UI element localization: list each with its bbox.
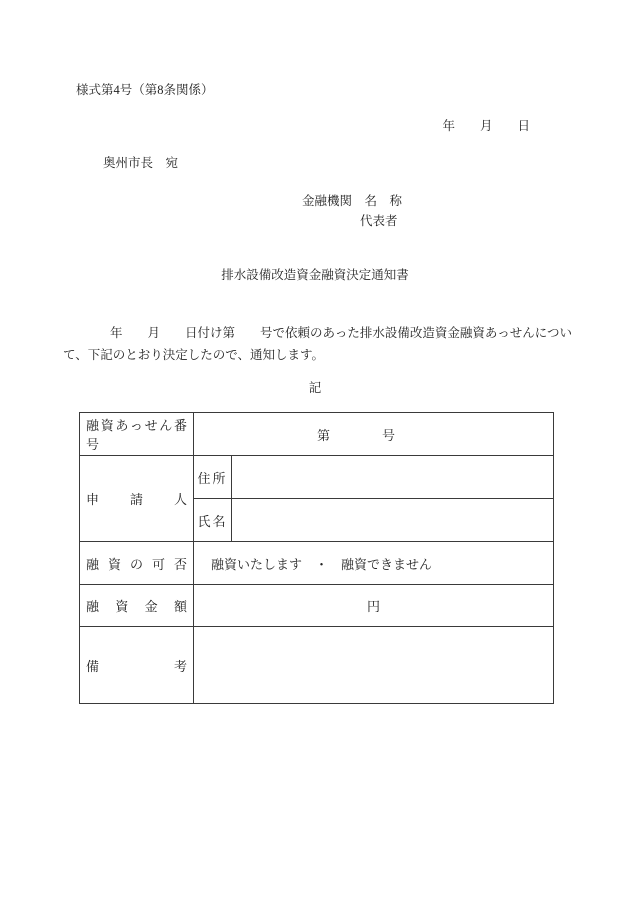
address-label-cell: 住所 <box>194 456 232 499</box>
table-row-remarks <box>80 627 554 704</box>
applicant-label-cell: 申 請 人 <box>80 456 194 542</box>
table-row-loan-number <box>80 413 554 456</box>
remarks-value-cell <box>194 627 554 704</box>
date-line: 年 月 日 <box>442 119 530 133</box>
body-line-1: 年 月 日付け第 号で依頼のあった排水設備改造資金融資あっせんについ <box>110 326 573 340</box>
table-row-amount <box>80 585 554 627</box>
table-row-approval <box>80 542 554 585</box>
body-line-2: て、下記のとおり決定したので、通知します。 <box>63 348 325 362</box>
name-label-cell: 氏名 <box>194 499 232 542</box>
body-paragraph <box>63 322 583 366</box>
table-row-applicant-address <box>80 456 554 499</box>
addressee: 奥州市長 宛 <box>103 156 179 170</box>
amount-value-cell: 円 <box>194 585 554 627</box>
document-title: 排水設備改造資金融資決定通知書 <box>221 268 409 282</box>
representative-label: 代表者 <box>360 214 398 228</box>
approval-value-cell: 融資いたします ・ 融資できません <box>194 542 554 585</box>
form-number: 様式第4号（第8条関係） <box>76 83 214 97</box>
amount-label-cell: 融 資 金 額 <box>80 585 194 627</box>
loan-decision-table <box>79 412 554 704</box>
address-value-cell <box>232 456 554 499</box>
remarks-label-cell: 備 考 <box>80 627 194 704</box>
loan-number-value-cell: 第 号 <box>194 413 554 456</box>
note-mark: 記 <box>308 381 322 395</box>
approval-label-cell: 融 資 の 可 否 <box>80 542 194 585</box>
loan-number-label-cell: 融資あっせん番号 <box>80 413 194 456</box>
name-value-cell <box>232 499 554 542</box>
institution-name-label: 金融機関 名 称 <box>302 194 403 208</box>
